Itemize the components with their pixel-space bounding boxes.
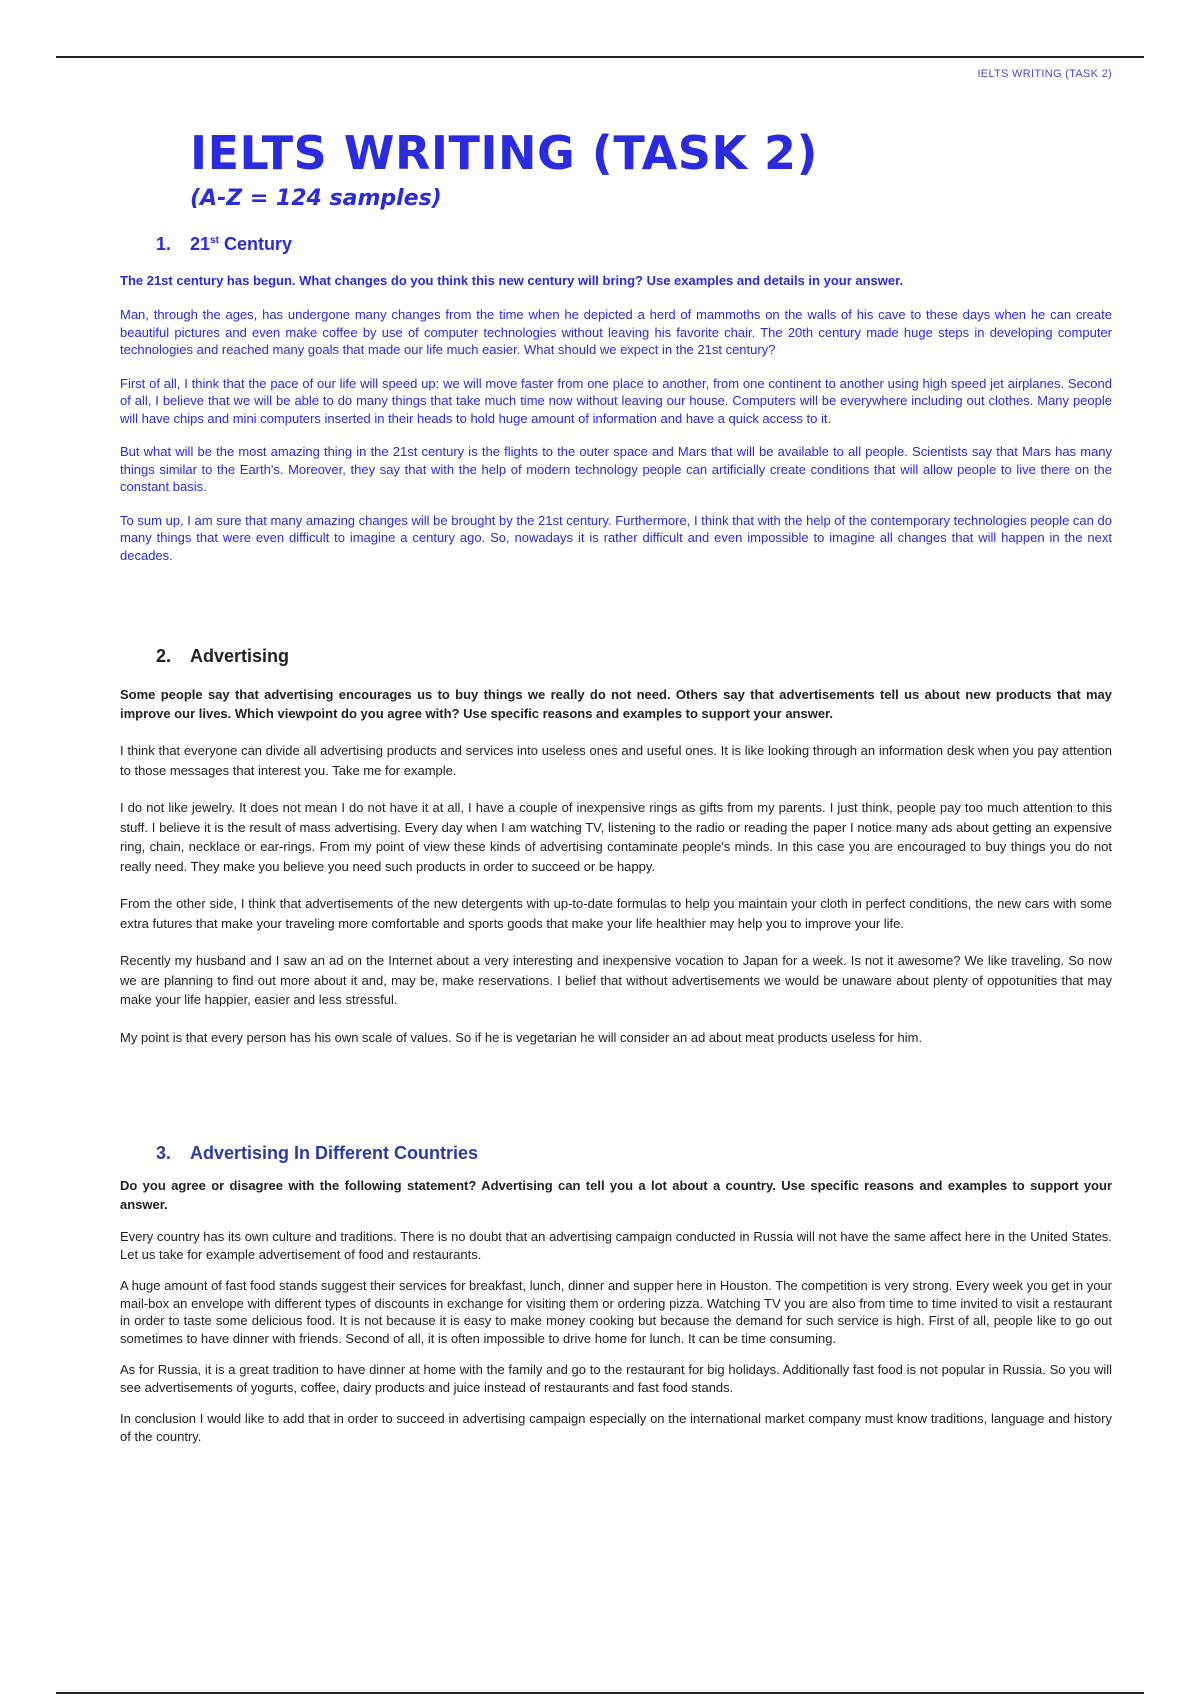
section-advertising <box>120 646 1112 1047</box>
essay-paragraph: I think that everyone can divide all advertising products and services into useless ones and useful ones. It is like looking through an information desk when you pay attention to those messages that interest you. Take me for example. <box>120 743 1112 778</box>
essay-paragraph: A huge amount of fast food stands suggest their services for breakfast, lunch, dinner and supper here in Houston. The competition is very strong. Every week you get in your mail-box an envelope with different types of discounts in exchange for visiting them or ordering pizza. Watching TV you are also from time to time invited to visit a restaurant in order to taste some delicious food. It is not because it is easy to make money cooking but because the demand for such service is high. First of all, people like to go out sometimes to have dinner with friends. Second of all, it is often impossible to drive home for lunch. It can be time consuming. <box>120 1278 1112 1346</box>
essay-paragraph: Every country has its own culture and traditions. There is no doubt that an advertising campaign conducted in Russia will not have the same affect here in the United States. Let us take for example advertisement of food and restaurants. <box>120 1229 1112 1262</box>
section-heading <box>156 1143 1112 1164</box>
essay-paragraph: I do not like jewelry. It does not mean I do not have it at all, I have a couple of inexpensive rings as gifts from my parents. I just think, people pay too much attention to this stuff. I believe it is the result of mass advertising. Every day when I am watching TV, listening to the radio or reading the paper I notice many ads about getting an expensive ring, chain, necklace or ear-rings. From my point of view these kinds of advertising contaminate people's minds. In this case you are encouraged to buy things you do not really need. They make you believe you need such products in order to succeed or be happy. <box>120 800 1112 874</box>
essay-paragraph: In conclusion I would like to add that in order to succeed in advertising campaign especially on the international market company must know traditions, language and history of the country. <box>120 1411 1112 1444</box>
section-21st-century <box>120 234 1112 564</box>
essay-prompt: Some people say that advertising encourages us to buy things we really do not need. Others say that advertisements tell us about new products that may improve our lives. Which viewpoint do you agree with? Use specific reasons and examples to support your answer. <box>120 687 1112 721</box>
essay-paragraph: From the other side, I think that advertisements of the new detergents with up-to-date formulas to help you maintain your cloth in perfect conditions, the new cars with some extra futures that make your traveling more comfortable and sports goods that make your life healthier may help you to improve your life. <box>120 896 1112 931</box>
essay-paragraph: Recently my husband and I saw an ad on the Internet about a very interesting and inexpensive vocation to Japan for a week. Is not it awesome? We like traveling. So now we are planning to find out more about it and, may be, make reservations. I belief that without advertisements we would be unaware about plenty of oppotunities that may make your life happier, easier and less stressful. <box>120 953 1112 1007</box>
essay-paragraph: First of all, I think that the pace of our life will speed up: we will move faster from one place to another, from one continent to another using high speed jet airplanes. Second of all, I believe that we will be able to do many things that take much time now without leaving our house. Computers will be everywhere including out clothes. Many people will have chips and mini computers inserted in their heads to hold huge amount of information and have a quick access to it. <box>120 375 1112 426</box>
bottom-rule <box>56 1692 1144 1694</box>
essay-paragraph: But what will be the most amazing thing in the 21st century is the flights to the outer space and Mars that will be available to all people. Scientists say that Mars has many things similar to the Earth's. Moreover, they say that with the help of modern technology people can artificially create conditions that will allow people to live there on the constant basis. <box>120 444 1112 494</box>
section-number: 1. <box>156 234 172 254</box>
section-heading <box>156 646 1112 667</box>
section-heading-text: Advertising <box>190 646 290 666</box>
essay-paragraph: To sum up, I am sure that many amazing changes will be brought by the 21st century. Furthermore, I think that with the help of the contemporary technologies people can do many things that were even difficult to imagine a century ago. So, nowadays it is rather difficult and even impossible to imagine all changes that will happen in the next decades. <box>120 512 1112 563</box>
essay-prompt: The 21st century has begun. What changes do you think this new century will bring? Use examples and details in your answer. <box>120 273 904 288</box>
essay-paragraph: My point is that every person has his own scale of values. So if he is vegetarian he will consider an ad about meat products useless for him. <box>120 1029 923 1045</box>
section-heading-text: 21st Century <box>190 234 292 254</box>
section-number: 3. <box>156 1143 172 1163</box>
essay-paragraph: Man, through the ages, has undergone many changes from the time when he depicted a herd of mammoths on the walls of his cave to these days when he can create beautiful pictures and even make coffee by use of computer technologies without leaving his favorite chair. The 20th century made huge steps in developing computer technologies and reached many goals that made our life much easier. What should we expect in the 21st century? <box>120 307 1112 357</box>
document-subtitle: (A-Z = 124 samples) <box>190 186 442 211</box>
document-title: IELTS WRITING (TASK 2) <box>190 126 819 180</box>
running-header: IELTS WRITING (TASK 2) <box>977 68 1112 80</box>
section-heading <box>156 234 1112 255</box>
section-advertising-in-different-countries <box>120 1143 1112 1445</box>
section-number: 2. <box>156 646 172 666</box>
essay-prompt: Do you agree or disagree with the following statement? Advertising can tell you a lot about a country. Use specific reasons and examples to support your answer. <box>120 1178 1112 1212</box>
essay-paragraph: As for Russia, it is a great tradition to have dinner at home with the family and go to the restaurant for big holidays. Additionally fast food is not popular in Russia. So you will see advertisements of yogurts, coffee, dairy products and juice instead of restaurants and fast food stands. <box>120 1362 1112 1395</box>
top-rule <box>56 56 1144 58</box>
section-heading-text: Advertising In Different Countries <box>190 1143 479 1163</box>
